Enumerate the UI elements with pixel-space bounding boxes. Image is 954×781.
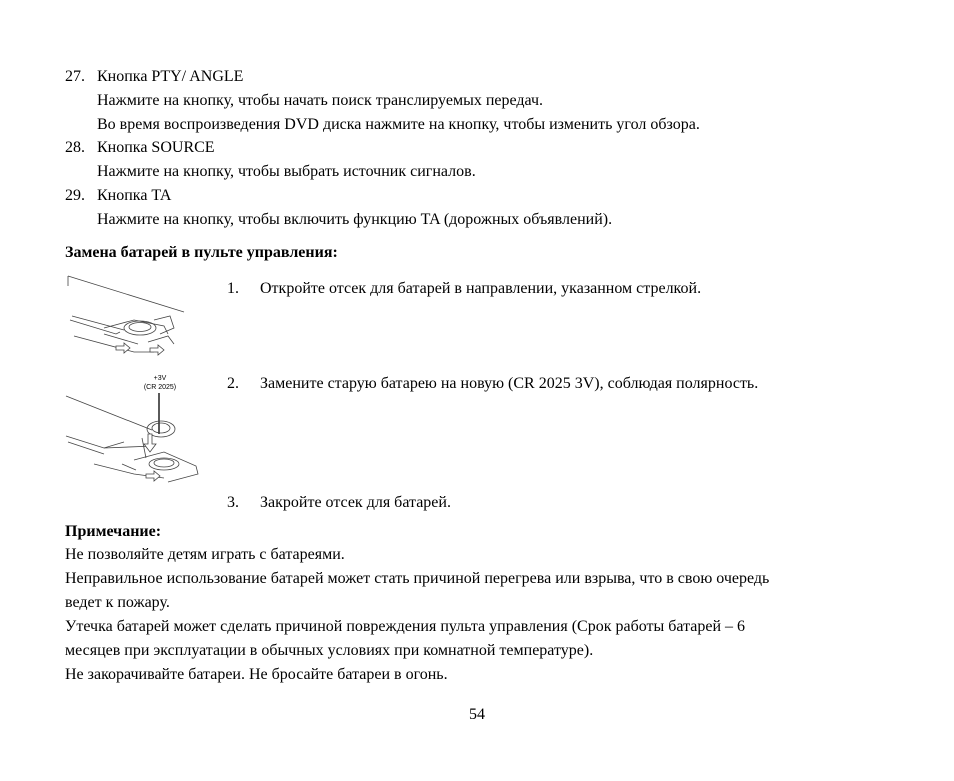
- item-28-line-1: Нажмите на кнопку, чтобы выбрать источник сигналов.: [97, 163, 476, 180]
- battery-section-heading: Замена батарей в пульте управления:: [65, 244, 338, 261]
- item-29-line-1: Нажмите на кнопку, чтобы включить функцию TA (дорожных объявлений).: [97, 211, 613, 228]
- battery-type-label: (CR 2025): [143, 384, 177, 391]
- item-29-number: 29.: [65, 187, 85, 204]
- item-27-title: Кнопка PTY/ ANGLE: [97, 68, 244, 85]
- item-27-line-1: Нажмите на кнопку, чтобы начать поиск транслируемых передач.: [97, 92, 544, 109]
- note-line-1: Не позволяйте детям играть с батареями.: [65, 546, 345, 563]
- page-number: 54: [469, 706, 485, 723]
- step-1-number: 1.: [227, 280, 239, 297]
- item-29-title: Кнопка TA: [97, 187, 172, 204]
- item-27-number: 27.: [65, 68, 85, 85]
- step-2-number: 2.: [227, 375, 239, 392]
- step-3-number: 3.: [227, 494, 239, 511]
- step-1-text: Откройте отсек для батарей в направлении, указанном стрелкой.: [260, 280, 702, 297]
- step-3-text: Закройте отсек для батарей.: [260, 494, 451, 511]
- note-line-6: Не закорачивайте батареи. Не бросайте батареи в огонь.: [65, 666, 448, 683]
- item-28-number: 28.: [65, 139, 85, 156]
- note-heading: Примечание:: [65, 523, 162, 540]
- step-2-text: Замените старую батарею на новую (CR 2025 3V), соблюдая полярность.: [260, 375, 759, 392]
- item-28-title: Кнопка SOURCE: [97, 139, 215, 156]
- note-line-2: Неправильное использование батарей может стать причиной перегрева или взрыва, что в свою очередь: [65, 570, 770, 587]
- remote-open-compartment-figure: [64, 272, 204, 362]
- item-27-line-2: Во время воспроизведения DVD диска нажмите на кнопку, чтобы изменить угол обзора.: [97, 116, 700, 133]
- note-line-5: месяцев при эксплуатации в обычных условиях при комнатной температуре).: [65, 642, 594, 659]
- note-line-4: Утечка батарей может сделать причиной повреждения пульта управления (Срок работы батарей – 6: [65, 618, 746, 635]
- polarity-label: +3V: [153, 375, 167, 382]
- battery-replacement-figure: [64, 368, 204, 490]
- note-line-3: ведет к пожару.: [65, 594, 170, 611]
